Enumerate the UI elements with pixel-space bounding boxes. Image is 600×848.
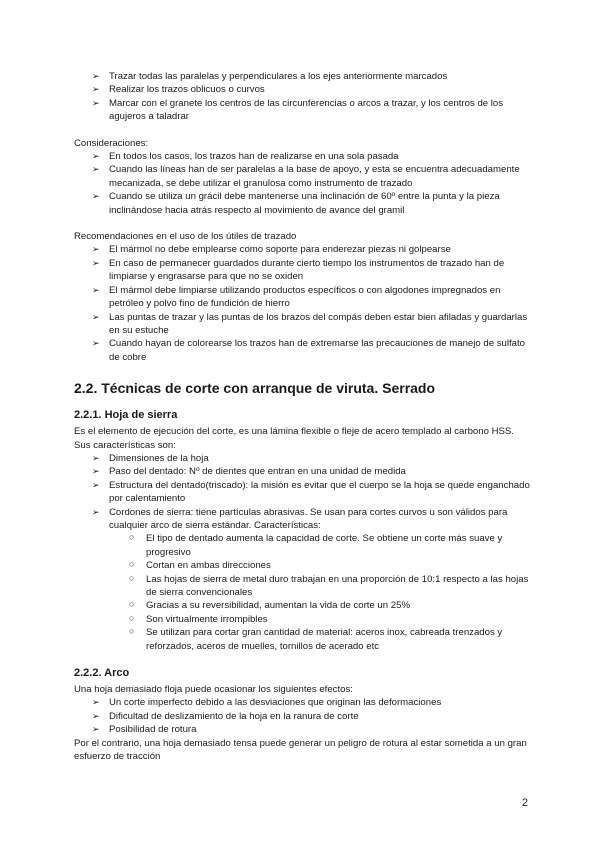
list-item: ➢ Cuando las líneas han de ser paralelas a la base de apoyo, y esta se encuentra adecuadamente mecanizada, se debe utilizar el granulosa como instrumento de trazado (92, 164, 520, 189)
hoja-sierra-intro: Es el elemento de ejecución del corte, es una lámina flexible o fleje de acero templado al carbono HSS. Sus características son: (74, 426, 514, 451)
page-content (74, 70, 530, 763)
list-item: ○ Gracias a su reversibilidad, aumentan la vida de corte un 25% (129, 599, 410, 612)
list-item: ➢ Cuando se utiliza un grácil debe mantenerse una inclinación de 60º entre la punta y la pieza inclinándose hacia atrás respecto al movimiento de avance del gramil (92, 191, 500, 216)
arrow-bullet-icon: ➢ (92, 697, 100, 708)
arrow-bullet-icon: ➢ (92, 84, 100, 95)
list-item: ➢ Estructura del dentado(triscado): la misión es evitar que el cuerpo se la hoja se quede enganchado por calentamiento (92, 479, 530, 505)
circle-bullet-icon: ○ (129, 572, 135, 583)
list-item: ➢ Marcar con el granete los centros de las circunferencias o arcos a trazar, y los centros de los agujeros a taladrar (92, 97, 504, 123)
arrow-bullet-icon: ➢ (92, 338, 100, 349)
arrow-bullet-icon: ➢ (92, 164, 100, 175)
circle-bullet-icon: ○ (129, 599, 135, 610)
list-item: ➢ Un corte imperfecto debido a las desviaciones que originan las deformaciones (92, 697, 442, 709)
arrow-bullet-icon: ➢ (92, 71, 100, 81)
intro-list (74, 70, 530, 124)
recomendaciones-list (74, 243, 530, 364)
list-item: ➢ Realizar los trazos oblicuos o curvos (92, 84, 265, 96)
arrow-bullet-icon: ➢ (92, 191, 100, 202)
list-item: ➢ En caso de permanecer guardados durante cierto tiempo los instrumentos de trazado han de limpiarse y engrasarse para que no se oxiden (92, 257, 505, 283)
list-item: ○ Cortan en ambas direcciones (129, 559, 271, 572)
arrow-bullet-icon: ➢ (92, 97, 100, 108)
hoja-sierra-list (74, 452, 530, 506)
section-heading-2-2-1: 2.2.1. Hoja de sierra (74, 409, 178, 422)
arrow-bullet-icon: ➢ (92, 452, 100, 463)
circle-bullet-icon: ○ (129, 612, 135, 623)
list-item: ➢ El mármol no debe emplearse como soporte para enderezar piezas ni golpearse (92, 244, 451, 256)
circle-bullet-icon: ○ (129, 532, 135, 543)
arrow-bullet-icon: ➢ (92, 151, 100, 162)
arrow-bullet-icon: ➢ (92, 710, 100, 721)
consideraciones-title: Consideraciones: (74, 137, 149, 149)
recomendaciones-title: Recomendaciones en el uso de los útiles de trazado (74, 231, 297, 243)
list-item: ➢ Trazar todas las paralelas y perpendiculares a los ejes anteriormente marcados (92, 71, 448, 82)
circle-bullet-icon: ○ (129, 559, 135, 570)
arrow-bullet-icon: ➢ (92, 311, 100, 322)
arrow-bullet-icon: ➢ (92, 506, 100, 517)
list-item: ○ El tipo de dentado aumenta la capacidad de corte. Se obtiene un corte más suave y progresivo (129, 532, 503, 558)
arco-list (74, 696, 530, 736)
arrow-bullet-icon: ➢ (92, 724, 100, 735)
list-item: ➢ Paso del dentado: Nº de dientes que entran en una unidad de medida (92, 466, 406, 478)
cordones-sublist (74, 532, 530, 653)
list-item: ➢ Dificultad de deslizamiento de la hoja en la ranura de corte (92, 710, 359, 722)
circle-bullet-icon: ○ (129, 626, 135, 637)
cordones-list (74, 506, 530, 533)
page-number: 2 (521, 797, 528, 809)
list-item: ➢ Cuando hayan de colorearse los trazos han de extremarse las precauciones de manejo de sulfato de cobre (92, 338, 525, 363)
list-item: ➢ En todos los casos, los trazos han de realizarse en una sola pasada (92, 151, 399, 163)
arrow-bullet-icon: ➢ (92, 257, 100, 268)
consideraciones-list (74, 150, 530, 217)
list-item: ➢ Dimensiones de la hoja (92, 452, 209, 464)
list-item: ○ Las hojas de sierra de metal duro trabajan en una proporción de 10:1 respecto a las hojas de sierra convencionales (129, 572, 529, 598)
list-item: ➢ Las puntas de trazar y las puntas de los brazos del compás deben estar bien afiladas y guardarlas en su estuche (92, 311, 528, 336)
list-item: ➢ Posibilidad de rotura (92, 724, 197, 736)
arrow-bullet-icon: ➢ (92, 466, 100, 477)
list-item: ➢ Cordones de sierra: tiene partículas abrasivas. Se usan para cortes curvos u son válidos para cualquier arco de sierra estándar. Características: (92, 506, 508, 531)
list-item: ➢ El mármol debe limpiarse utilizando productos específicos o con algodones impregnados en petróleo y polvo fino de fundición de hierro (92, 284, 501, 310)
list-item: ○ Se utilizan para cortar gran cantidad de material: aceros inox, cabreada trenzados y reforzados, aceros de muelles, tornillos de acerado etc (129, 626, 503, 652)
arco-intro: Una hoja demasiado floja puede ocasionar los siguientes efectos: (74, 684, 353, 696)
list-item: ○ Son virtualmente irrompibles (129, 612, 268, 625)
arco-outro: Por el contrario, una hoja demasiado tensa puede generar un peligro de rotura al estar sometida a un gran esfuerzo de tracción (74, 737, 527, 763)
arrow-bullet-icon: ➢ (92, 284, 100, 295)
section-heading-2-2: 2.2. Técnicas de corte con arranque de viruta. Serrado (74, 380, 436, 397)
arrow-bullet-icon: ➢ (92, 479, 100, 490)
section-heading-2-2-2: 2.2.2. Arco (74, 667, 130, 680)
arrow-bullet-icon: ➢ (92, 244, 100, 255)
